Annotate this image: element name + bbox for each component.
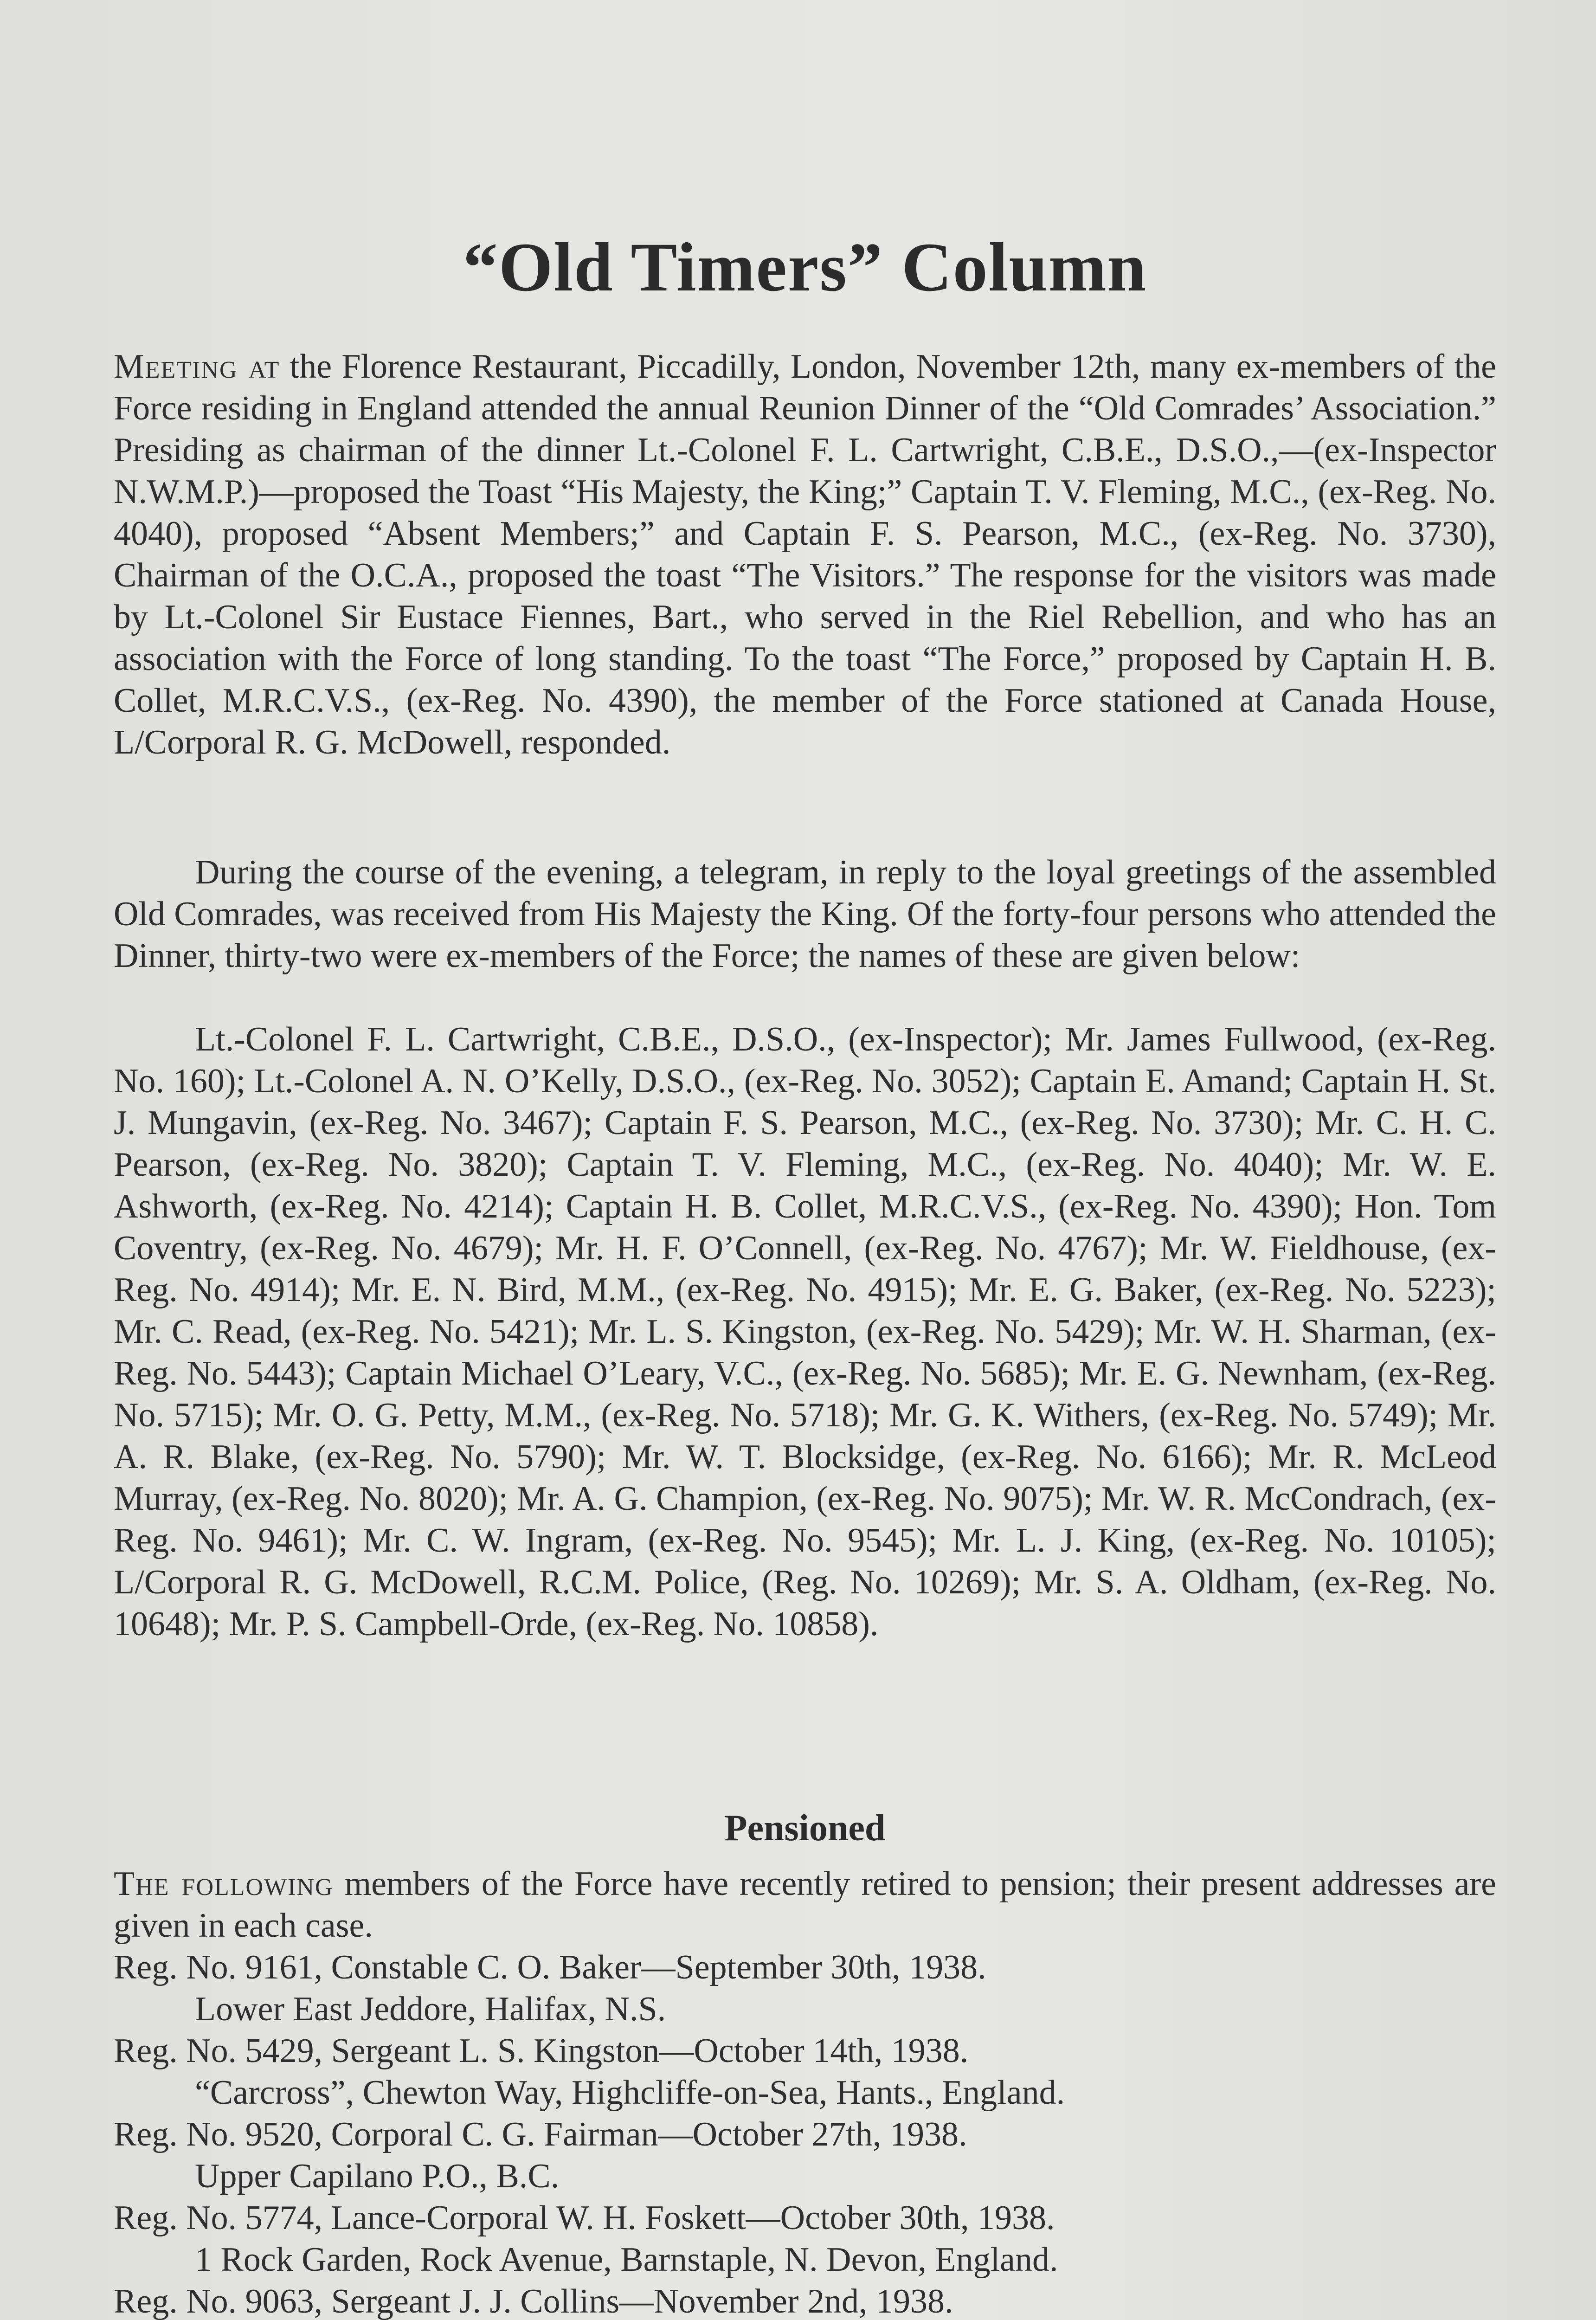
pension-entry-address: Upper Capilano P.O., B.C. — [195, 2157, 560, 2195]
pension-entry-record: Reg. No. 9161, Constable C. O. Baker—September 30th, 1938. — [114, 1948, 986, 1986]
pension-entry — [114, 2114, 1496, 2197]
pension-entry — [114, 1946, 1496, 2030]
pension-entry-address: Lower East Jeddore, Halifax, N.S. — [195, 1990, 666, 2028]
section-heading-pensioned: Pensioned — [724, 1808, 886, 1849]
pension-entry-record: Reg. No. 5774, Lance-Corporal W. H. Foskett—October 30th, 1938. — [114, 2199, 1055, 2237]
meeting-paragraph-text: the Florence Restaurant, Piccadilly, London, November 12th, many ex-members of the Force residing in England attended the annual Reunion Dinner of the “Old Comrades’ Association.” Presiding as chairman of the dinner Lt.-Colonel F. L. Cartwright, C.B.E., D.S.O.,—(ex-Inspector N.W.M.P.)—proposed the Toast “His Majesty, the King;” Captain T. V. Fleming, M.C., (ex-Reg. No. 4040), proposed “Absent Members;” and Captain F. S. Pearson, M.C., (ex-Reg. No. 3730), Chairman of the O.C.A., proposed the toast “The Visitors.” The response for the visitors was made by Lt.-Colonel Sir Eustace Fiennes, Bart., who served in the Riel Rebellion, and who has an association with the Force of long standing. To the toast “The Force,” proposed by Captain H. B. Collet, M.R.C.V.S., (ex-Reg. No. 4390), the member of the Force stationed at Canada House, L/Corporal R. G. McDowell, responded. — [114, 348, 1496, 761]
pensioned-intro-text: members of the Force have recently retired to pension; their present addresses are given in each case. — [114, 1865, 1496, 1945]
pension-entry-record: Reg. No. 9063, Sergeant J. J. Collins—November 2nd, 1938. — [114, 2282, 953, 2320]
pension-entry-address: 1 Rock Garden, Rock Avenue, Barnstaple, N. Devon, England. — [195, 2241, 1058, 2279]
pension-entry — [114, 2030, 1496, 2114]
pension-entry-record: Reg. No. 5429, Sergeant L. S. Kingston—October 14th, 1938. — [114, 2032, 969, 2070]
pension-entry — [114, 2281, 1496, 2320]
pension-list — [114, 1946, 1496, 2320]
attendee-names-paragraph: Lt.-Colonel F. L. Cartwright, C.B.E., D.S.O., (ex-Inspector); Mr. James Fullwood, (ex-Reg. No. 160); Lt.-Colonel A. N. O’Kelly, D.S.O., (ex-Reg. No. 3052); Captain E. Amand; Captain H. St. J. Mungavin, (ex-Reg. No. 3467); Captain F. S. Pearson, M.C., (ex-Reg. No. 3730); Mr. C. H. C. Pearson, (ex-Reg. No. 3820); Captain T. V. Fleming, M.C., (ex-Reg. No. 4040); Mr. W. E. Ashworth, (ex-Reg. No. 4214); Captain H. B. Collet, M.R.C.V.S., (ex-Reg. No. 4390); Hon. Tom Coventry, (ex-Reg. No. 4679); Mr. H. F. O’Connell, (ex-Reg. No. 4767); Mr. W. Fieldhouse, (ex-Reg. No. 4914); Mr. E. N. Bird, M.M., (ex-Reg. No. 4915); Mr. E. G. Baker, (ex-Reg. No. 5223); Mr. C. Read, (ex-Reg. No. 5421); Mr. L. S. Kingston, (ex-Reg. No. 5429); Mr. W. H. Sharman, (ex-Reg. No. 5443); Captain Michael O’Leary, V.C., (ex-Reg. No. 5685); Mr. E. G. Newnham, (ex-Reg. No. 5715); Mr. O. G. Petty, M.M., (ex-Reg. No. 5718); Mr. G. K. Withers, (ex-Reg. No. 5749); Mr. A. R. Blake, (ex-Reg. No. 5790); Mr. W. T. Blocksidge, (ex-Reg. No. 6166); Mr. R. McLeod Murray, (ex-Reg. No. 8020); Mr. A. G. Champion, (ex-Reg. No. 9075); Mr. W. R. McCondrach, (ex-Reg. No. 9461); Mr. C. W. Ingram, (ex-Reg. No. 9545); Mr. L. J. King, (ex-Reg. No. 10105); L/Corporal R. G. McDowell, R.C.M. Police, (Reg. No. 10269); Mr. S. A. Oldham, (ex-Reg. No. 10648); Mr. P. S. Campbell-Orde, (ex-Reg. No. 10858). — [114, 1020, 1496, 1643]
pension-entry-address: “Carcross”, Chewton Way, Highcliffe-on-Sea, Hants., England. — [195, 2074, 1065, 2112]
pensioned-lead-in: The following — [114, 1865, 334, 1903]
meeting-paragraph — [114, 346, 1496, 763]
page-title: “Old Timers” Column — [463, 229, 1147, 306]
pensioned-intro — [114, 1863, 1496, 1946]
meeting-lead-in: Meeting at — [114, 348, 280, 386]
pension-entry — [114, 2197, 1496, 2281]
pension-entry-record: Reg. No. 9520, Corporal C. G. Fairman—October 27th, 1938. — [114, 2115, 967, 2153]
evening-paragraph: During the course of the evening, a telegram, in reply to the loyal greetings of the assembled Old Comrades, was received from His Majesty the King. Of the forty-four persons who attended the Dinner, thirty-two were ex-members of the Force; the names of these are given below: — [114, 853, 1496, 975]
